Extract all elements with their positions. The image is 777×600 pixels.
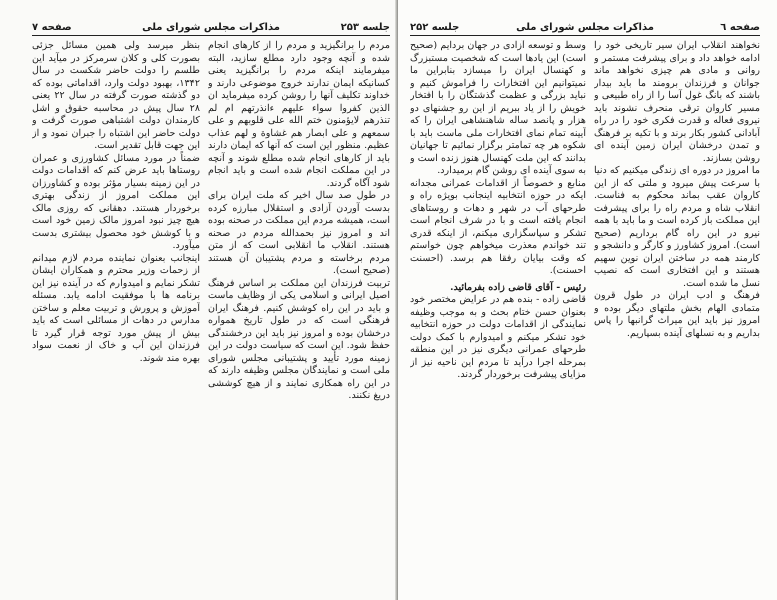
running-title: مذاکرات مجلس شورای ملی [142, 22, 280, 33]
paragraph: بنظر میرسد ولی همین مسائل جزئی بصورت کلی و کلان سرمرکز در میآید این طلسم را دولت حاضر شکست در سال ۱۳۴۲، بهبود دولت وارد، اقداماتی بوده که دو گذشته صورت گرفته در سال ۲۲ یعنی ۲۸ سال پیش در محاسبه حقوق و اشل کارمندان دولت اشتباهی صورت گرفت و دولت حاضر این اشتباه را جبران نمود و از این جهت قابل تقدیر است. [32, 40, 200, 151]
paragraph: وسط و توسعه آزادی در جهان بردایم (صحیح است) این یادها است که شخصیت مستبزرگ و کهنسال ایران را میسازد بنابراین ما نمیتوانیم این افتخارات را فراموش کنیم و نباید بزرگی و عظمت گذشتگان را با افتخار خویش را از یاد ببریم از این رو جشنهای دو هزار و پانصد ساله شاهنشاهی ایران را که آیینه تمام نمای افتخارات ملی ماست باید با شکوه هر چه تمامتر برگزار نمائیم تا جهانیان بدانند که این ملت کهنسال هنوز زنده است و به سوی آینده ای روشن گام برمیدارد. [410, 40, 586, 176]
session-number: جلسه ۲۵۲ [410, 22, 460, 33]
text-column-right [208, 40, 390, 595]
paragraph: تربیت فرزندان این مملکت بر اساس فرهنگ اصیل ایرانی و اسلامی یکی از وظایف ماست و باید در این راه کوشش کنیم. فرهنگ ایران فرهنگی است که در طول تاریخ همواره درخشان بوده و امروز نیز باید این درخشندگی حفظ شود. این است که سیاست دولت در این زمینه مورد تأیید و پشتیبانی مجلس شورای ملی است و نمایندگان مجلس وظیفه دارند که در این راه همکاری نمایند و از هیچ کوششی دریغ نکنند. [208, 277, 390, 401]
session-number: جلسه ۲۵۳ [340, 22, 390, 33]
paragraph: فرهنگ و ادب ایران در طول قرون متمادی الهام بخش ملتهای دیگر بوده و امروز نیز باید این میراث گرانبها را پاس بداریم و به نسلهای آینده بسپاریم. [594, 290, 760, 339]
page-header [32, 22, 390, 36]
page-header [410, 22, 760, 36]
text-column-right [594, 40, 760, 595]
running-title: مذاکرات مجلس شورای ملی [516, 22, 654, 33]
paragraph: در طول صد سال اخیر که ملت ایران برای بدست آوردن آزادی و استقلال مبارزه کرده است، همیشه مردم این مملکت در صحنه بوده اند و امروز نیز بحمدالله مردم در صحنه هستند. انقلاب ما انقلابی است که از متن مردم برخاسته و مردم پشتیبان آن هستند (صحیح است). [208, 190, 390, 276]
right-page [398, 0, 777, 600]
paragraph: قاضی زاده - بنده هم در عرایض مختصر خود بعنوان حسن ختام بحث و به موجب وظیفه نمایندگی از اقدامات دولت در حوزه انتخابیه خود تشکر میکنم و امیدوارم با کمک دولت طرحهای عمرانی دیگری نیز در این منطقه بمرحله اجرا درآید تا مردم این ناحیه نیز از مزایای پیشرفت برخوردار گردند. [410, 294, 586, 380]
text-column-left [32, 40, 200, 595]
page-number: صفحه ٦ [720, 22, 760, 33]
page-number: صفحه ۷ [32, 22, 72, 33]
paragraph: اینجانب بعنوان نماینده مردم لازم میدانم از زحمات وزیر محترم و همکاران ایشان تشکر نمایم و امیدوارم که در آینده نیز این برنامه ها با موفقیت ادامه یابد. مسئله آموزش و پرورش و تربیت معلم و ساختن مدارس در دهات از مسائلی است که باید بیش از پیش مورد توجه قرار گیرد تا فرزندان این آب و خاک از نعمت سواد بهره مند شوند. [32, 252, 200, 364]
paragraph: ما امروز در دوره ای زندگی میکنیم که دنیا با سرعت پیش میرود و ملتی که از این کاروان عقب بماند محکوم به فناست. انقلاب شاه و مردم راه را برای پیشرفت این مملکت باز کرده است و ما باید با همه نیرو در این راه گام برداریم (صحیح است). امروز کشاورز و کارگر و دانشجو و کارمند همه در ساختن ایران نوین سهیم هستند و این افتخاری است که نصیب نسل ما شده است. [594, 165, 760, 289]
paragraph: مردم را برانگیزید و مردم را از کارهای انجام شده و آنچه وجود دارد مطلع سازید، البته میفرمایند اینکه مردم را برانگیزید یعنی کسانیکه ایمان ندارند خروج موضوعی دارند و خداوند تکلیف آنها را روشن کرده میفرماید ان الذین کفروا سواء علیهم ءانذرتهم ام لم تنذرهم لایؤمنون ختم الله علی قلوبهم و علی سمعهم و علی ابصار هم غشاوة و لهم عذاب عظیم. منظور این است که آنها که ایمان دارند باید از کارهای انجام شده مطلع شوند و آنچه در این مملکت انجام شده است و باید انجام شود آگاه گردند. [208, 40, 390, 189]
text-column-left [410, 40, 586, 595]
paragraph: ضمناً در مورد مسائل کشاورزی و عمران روستاها باید عرض کنم که اقدامات دولت در این زمینه بسیار مؤثر بوده و کشاورزان این مملکت امروز از زندگی بهتری برخوردار هستند. دهقانی که روزی مالک هیچ چیز نبود امروز مالک زمین خود است و با کوشش خود محصول بیشتری بدست میآورد. [32, 152, 200, 251]
paragraph: منابع و خصوصاً از اقدامات عمرانی مجدانه ایکه در حوزه انتخابیه اینجانب بویژه راه و طرحهای آب در شهر و دهات و روستاهای انجام یافته است و با در شرف انجام است تشکر و سپاسگزاری میکنم، از اینکه قدری تند خواندم معذرت میخواهم چون خواستم که وقت بیایان رفقا هم برسد. (احسنت احسنت). [410, 177, 586, 276]
speaker-line: رئیس - آقای قاضی زاده بفرمائید. [450, 281, 586, 293]
paragraph: نخواهند انقلاب ایران سیر تاریخی خود را ادامه خواهد داد و برای پیشرفت مستمر و روانی و مادی هم چیزی نخواهد ماند جوانان و فرزندان برومند ما باید بیدار باشند که بانگ غول آسا را از راه طبیعی و مسیر کاروان ترقی منحرف نشوند باید نیروی فعاله و قدرت فکری خود را در راه آبادانی کشور بکار برند و با تکیه بر فرهنگ و تمدن درخشان ایران زمین آینده ای روشن بسازند. [594, 40, 760, 164]
